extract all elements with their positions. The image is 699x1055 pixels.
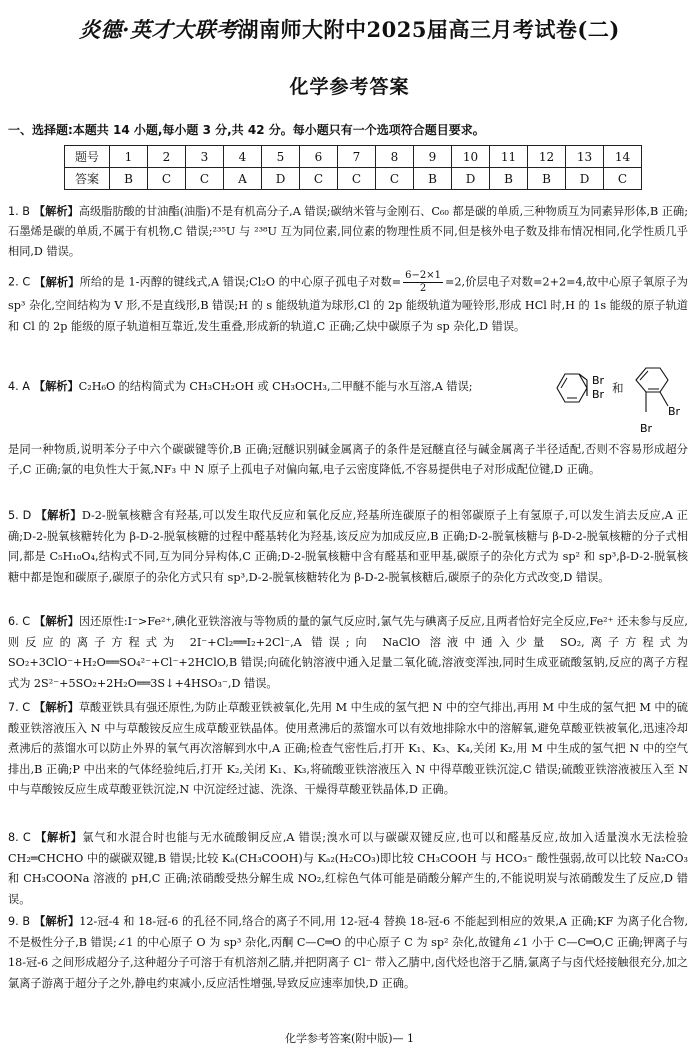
fraction-numerator: 6−2×1 [405, 270, 442, 281]
section-heading: 一、选择题:本题共 14 小题,每小题 3 分,共 42 分。每小题只有一个选项符合题目要求。 [8, 123, 485, 137]
question-number: 1. B [8, 205, 30, 218]
explanation-text: 草酸亚铁具有强还原性,为防止草酸亚铁被氧化,先用 M 中生成的氢气把 N 中的空气排出,再用 M 中生成的氢气把 M 中的硫酸亚铁溶液压入 N 中与草酸铵反应生成草酸亚铁晶体。使用煮沸后的蒸馏水可以有效地排除水中的溶解氧,避免草酸亚铁被氧化,迅速冷却煮沸后的蒸馏水可以防止外界的氧气再次溶解到水中,A 正确;检查气密性后,打开 K₁、K₃、K₄,关闭 K₂,用 M 中生成的氢气把 N 中的空气排出,B 正确;P 中出来的气体经验纯后,打开 K₂,关闭 K₁、K₃,将硫酸亚铁溶液压入 N 中得草酸亚铁沉淀,C 错误;硫酸亚铁溶液被压入至 N 中与草酸铵反应生成草酸亚铁沉淀,N 中沉淀经过滤、洗涤、干燥得草酸亚铁晶体,D 正确。 [8, 701, 688, 796]
answer-cell: D [566, 168, 604, 190]
explanation-text-a: 所给的是 1-丙醇的键线式,A 错误;Cl₂O 的中心原子孤电子对数= [79, 275, 402, 289]
explanation-q5 [8, 506, 688, 588]
explanation-text: 因还原性:I⁻>Fe²⁺,碘化亚铁溶液与等物质的量的氯气反应时,氯气先与碘离子反应,且两者恰好完全反应,Fe²⁺ 还未参与反应,则反应的离子方程式为 2I⁻+Cl₂══I₂+2Cl⁻,A 错误;向 NaClO 溶液中通入少量 SO₂,离子方程式为 SO₂+3ClO⁻+H₂O══SO₄²⁻+Cl⁻+2HClO,B 错误;向硫化钠溶液中通入足量二氧化硫,溶液变浑浊,同时生成亚硫酸氢钠,反应的离子方程式为 2S²⁻+5SO₂+2H₂O══3S↓+4HSO₃⁻,D 错误。 [8, 615, 688, 690]
answer-cell: B [110, 168, 148, 190]
explanation-text-b: =2,价层电子对数=2+2=4,故中心原子氧原子为 sp³ 杂化,空间结构为 V 形,不是直线形,B 错误;H 的 s 能级轨道为球形,Cl 的 2p 能级轨道为哑铃形,形成 HCl 时,H 的 1s 能级的原子轨道和 Cl 的 2p 能级的原子轨道相互靠近,发生重叠,形成新的轨道,C 正确;乙炔中碳原子为 sp 杂化,D 错误。 [8, 275, 688, 333]
answer-table [64, 145, 642, 190]
dibromo-structure-right [630, 362, 692, 438]
number-cell: 5 [262, 146, 300, 168]
number-cell: 9 [414, 146, 452, 168]
number-cell: 8 [376, 146, 414, 168]
answer-cell: D [452, 168, 490, 190]
number-cell: 1 [110, 146, 148, 168]
explanation-text: D-2-脱氧核糖含有羟基,可以发生取代反应和氧化反应,羟基所连碳原子的相邻碳原子上有氢原子,可以发生消去反应,A 正确;D-2-脱氧核糖转化为 β-D-2-脱氧核糖的过程中醛基转化为羟基,该反应为加成反应,B 正确;D-2-脱氧核糖与 β-D-2-脱氧核糖的分子式相同,都是 C₅H₁₀O₄,结构式不同,互为同分异构体,C 正确;D-2-脱氧核糖中含有醛基和亚甲基,碳原子的杂化方式为 sp² 和 sp³,β-D-2-脱氧核糖中都是饱和碳原子,碳原子的杂化方式只有 sp³,D-2-脱氧核糖转化为 β-D-2-脱氧核糖后,碳原子的杂化方式改变,D 错误。 [8, 509, 688, 584]
question-number: 8. C [8, 831, 31, 844]
page-footer: 化学参考答案(附中版)— 1 [284, 1032, 415, 1045]
explanation-text-b: 是同一种物质,说明苯分子中六个碳碳键等价,B 正确;冠醚识别碱金属离子的条件是冠醚直径与碱金属离子半径适配,否则不容易形成超分子,C 正确;氯的电负性大于氮,NF₃ 中 N 原子上孤电子对偏向氟,电子云密度降低,不容易提供电子对形成配位键,D 正确。 [8, 443, 688, 476]
explanation-text: 氯气和水混合时也能与无水硫酸铜反应,A 错误;溴水可以与碳碳双键反应,也可以和醛基反应,故加入适量溴水无法检验 CH₂═CHCHO 中的碳碳双键,B 错误;比较 Kₐ(CH₃COOH)与 Kₐ₂(H₂CO₃)即比较 CH₃COOH 与 HCO₃⁻ 酸性强弱,故可以比较 Na₂CO₃ 和 CH₃COONa 溶液的 pH,C 正确;浓硝酸受热分解生成 NO₂,红棕色气体可能是硝酸分解产生的,不能说明炭与浓硝酸发生了反应,D 错误。 [8, 831, 688, 906]
number-cell: 13 [566, 146, 604, 168]
answer-cell: D [262, 168, 300, 190]
explanation-q8 [8, 828, 688, 910]
question-number: 5. D [8, 509, 32, 522]
answer-cell: C [376, 168, 414, 190]
answer-cell: C [338, 168, 376, 190]
fraction-denominator: 2 [419, 283, 427, 294]
question-number: 2. C [8, 275, 31, 289]
bromine-label: Br [640, 422, 653, 435]
answer-cell: B [414, 168, 452, 190]
bromine-label: Br [592, 388, 605, 401]
answer-cell: C [148, 168, 186, 190]
explanation-q4-rest [8, 440, 688, 480]
exam-header [0, 14, 699, 44]
explanation-q9 [8, 912, 688, 994]
answer-cell: C [300, 168, 338, 190]
row-label-number: 题号 [65, 146, 110, 168]
number-cell: 10 [452, 146, 490, 168]
number-cell: 7 [338, 146, 376, 168]
number-cell: 12 [528, 146, 566, 168]
explanation-text: 12-冠-4 和 18-冠-6 的孔径不同,络合的离子不同,用 12-冠-4 替换 18-冠-6 不能起到相应的效果,A 正确;KF 为离子化合物,不是极性分子,B 错误;∠1 的中心原子 O 为 sp³ 杂化,丙酮 C—C═O 的中心原子 C 为 sp² 杂化,故键角∠1 小于 C—C═O,C 正确;钾离子与 18-冠-6 之间形成超分子,这种超分子可溶于有机溶剂乙腈,并把阴离子 Cl⁻ 带入乙腈中,卤代烃也溶于乙腈,氯离子与卤代烃接触很充分,加之氯离子游离于超分子之外,静电约束减小,反应活性增强,导致反应速率加快,D 正确。 [8, 915, 689, 990]
fraction [403, 270, 443, 295]
row-label-answer: 答案 [65, 168, 110, 190]
analysis-tag: 【解析】 [33, 205, 79, 218]
header-brand: 炎德·英才大联考 [79, 17, 238, 42]
answer-cell: B [490, 168, 528, 190]
header-title: 湖南师大附中2025届高三月考试卷(二) [237, 17, 620, 42]
and-word: 和 [612, 381, 624, 395]
analysis-tag: 【解析】 [34, 701, 79, 714]
question-number: 6. C [8, 615, 31, 628]
analysis-tag: 【解析】 [35, 509, 82, 522]
analysis-tag: 【解析】 [34, 275, 80, 289]
bromine-label: Br [668, 405, 681, 418]
explanation-text-a: C₂H₆O 的结构简式为 CH₃CH₂OH 或 CH₃OCH₃,二甲醚不能与水互溶,A 错误; [78, 380, 473, 393]
answer-table-number-row [65, 146, 642, 168]
analysis-tag: 【解析】 [34, 831, 83, 844]
dibromo-structure-left [552, 368, 616, 408]
answer-cell: C [604, 168, 642, 190]
analysis-tag: 【解析】 [34, 615, 79, 628]
explanation-q2 [8, 270, 688, 337]
explanation-q6 [8, 612, 688, 694]
doc-title: 化学参考答案 [289, 76, 410, 98]
number-cell: 3 [186, 146, 224, 168]
bromine-label: Br [592, 374, 605, 387]
number-cell: 4 [224, 146, 262, 168]
number-cell: 11 [490, 146, 528, 168]
number-cell: 2 [148, 146, 186, 168]
explanation-text: 高级脂肪酸的甘油酯(油脂)不是有机高分子,A 错误;碳纳米管与金刚石、C₆₀ 都是碳的单质,三种物质互为同素异形体,B 正确;石墨烯是碳的单质,不属于有机物,C 错误;²³⁵U 与 ²³⁸U 互为同位素,同位素的物理性质不同,但是核外电子数及排布情况相同,化学性质几乎相同,D 错误。 [8, 205, 688, 258]
analysis-tag: 【解析】 [34, 915, 80, 928]
number-cell: 6 [300, 146, 338, 168]
answer-table-answer-row [65, 168, 642, 190]
question-number: 9. B [8, 915, 31, 928]
answer-cell: C [186, 168, 224, 190]
explanation-q1 [8, 202, 688, 262]
explanation-q4-line1 [8, 377, 548, 397]
question-number: 7. C [8, 701, 31, 714]
question-number: 4. A [8, 380, 30, 393]
explanation-q7 [8, 698, 688, 801]
number-cell: 14 [604, 146, 642, 168]
answer-cell: A [224, 168, 262, 190]
answer-cell: B [528, 168, 566, 190]
analysis-tag: 【解析】 [33, 380, 79, 393]
